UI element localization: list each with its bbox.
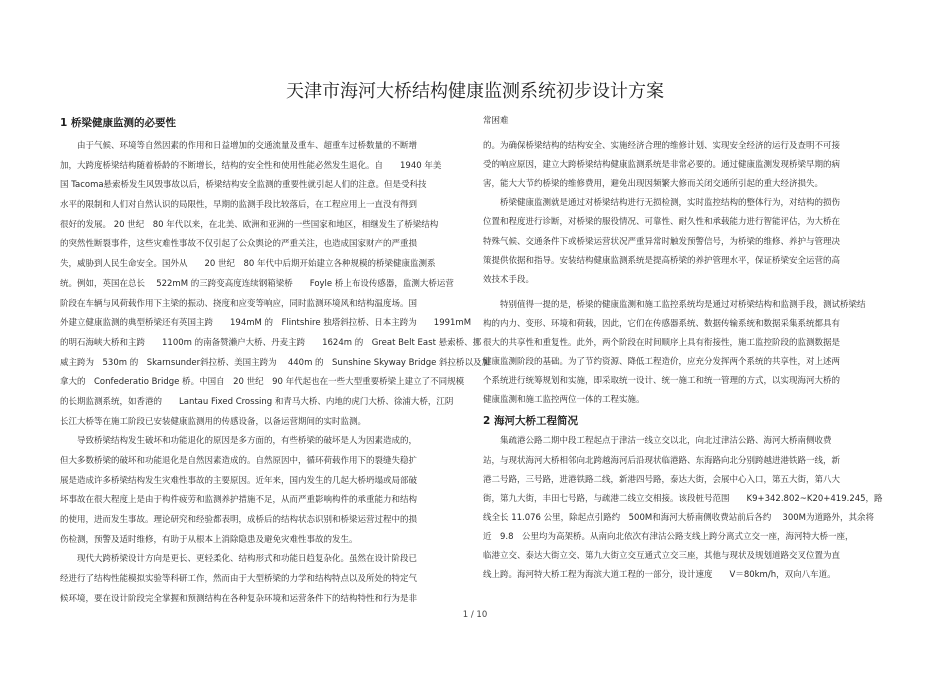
body-line: 国 Tacoma悬索桥发生风毁事故以后，桥梁结构安全监测的重要性就引起人们的注意。但是受科技 (60, 180, 427, 191)
body-line: 健康监测阶段的基础。为了节约资源、降低工程造价，应充分发挥两个系统的共享性，对上述两 (483, 357, 841, 368)
body-line: 拿大的 Confederatio Bridge 桥。中国自 20 世纪 90 年代起也在一些大型重要桥梁上建立了不同规模 (60, 377, 465, 388)
body-line: 但大多数桥梁的破坏和功能退化是自然因素造成的。自然原因中，循环荷载作用下的裂缝失稳扩 (60, 456, 418, 466)
body-line: 临港立交、泰达大街立交、第九大街立交互通式立交三座，其他与现状及规划道路交叉位置为直 (483, 550, 841, 561)
body-line: 外建立健康监测的典型桥梁还有英国主跨 194mM 的 Flintshire 独塔斜拉桥、日本主跨为 1991mM (60, 318, 472, 329)
body-line: 特殊气候、交通条件下或桥梁运营状况严重异常时触发预警信号，为桥梁的维修、养护与管理决 (483, 236, 841, 247)
body-line: 站，与现状海河大桥相邻向北跨越海河后沿现状临港路、东海路向北分别跨越进港铁路一线，新 (483, 455, 841, 466)
body-line: 构的内力、变形、环境和荷载，因此，它们在传感器系统、数据传输系统和数据采集系统都具有 (483, 318, 841, 329)
continuation-line: 常困难 (483, 116, 509, 126)
body-line: 统。例如，英国在总长 522mM 的三跨变高度连续钢箱梁桥 Foyle 桥上布设传感器，监测大桥运营 (60, 278, 454, 289)
body-line: 失，威胁到人民生命安全。国外从 20 世纪 80 年代中后期开始建立各种规模的桥梁健康监测系 (60, 259, 436, 270)
document-title: 天津市海河大桥结构健康监测系统初步设计方案 (286, 81, 664, 102)
body-line: 导致桥梁结构发生破坏和功能退化的原因是多方面的，有些桥梁的破坏是人为因素造成的， (60, 436, 418, 447)
body-line: 效技术手段。 (483, 274, 535, 285)
right-column (483, 112, 898, 585)
body-line: 现代大跨桥梁设计方向是更长、更轻柔化、结构形式和功能日趋复杂化。虽然在设计阶段已 (60, 554, 418, 565)
body-line: 坏事故在很大程度上是由于构件疲劳和监测养护措施不足，从而严重影响构件的承重能力和结构 (60, 495, 418, 506)
body-line: 候环境，要在设计阶段完全掌握和预测结构在各种复杂环境和运营条件下的结构特性和行为是非 (60, 593, 418, 604)
body-line: 阶段在车辆与风荷载作用下主梁的振动、挠度和应变等响应，同时监测环境风和结构温度场。国 (60, 298, 418, 309)
body-line: 展是造成许多桥梁结构发生灾难性事故的主要原因。近年来，国内发生的几起大桥坍塌或局部破 (60, 475, 418, 486)
body-line: 的明石海峡大桥和主跨 1100m 的南备赞濑户大桥、丹麦主跨 1624m 的 Great Belt East 悬索桥、挪 (60, 337, 482, 348)
page-number: 1 / 10 (462, 610, 488, 620)
body-line: 伤检测，预警及适时维修，有助于从根本上消除隐患及避免灾难性事故的发生。 (60, 534, 358, 545)
body-line: 健康监测和施工监控两位一体的工程实施。 (483, 395, 645, 406)
body-line: 特别值得一提的是，桥梁的健康监测和施工监控系统均是通过对桥梁结构和监测手段，测试桥梁结 (483, 299, 866, 310)
body-line: 受的响应原因，建立大跨桥梁结构健康监测系统是非常必要的。通过健康监测发现桥梁早期的病 (483, 160, 841, 171)
right-paragraph-3 (483, 432, 898, 585)
section-heading-2: 2 海河大桥工程简况 (483, 415, 578, 428)
body-line: 近 9.8 公里均为高架桥。从南向北依次有津沽公路支线上跨分离式立交一座，海河特大桥一座， (483, 531, 854, 542)
section-heading-1: 1 桥梁健康监测的必要性 (60, 117, 176, 129)
body-line: 很好的发展。 20 世纪 80 年代以来，在北美、欧洲和亚洲的一些国家和地区，相继发生了桥梁结构 (60, 219, 439, 230)
body-line: 港二号路，三号路，进港铁路二线，新港四号路，泰达大街，会展中心入口，第五大街，第八大 (483, 474, 841, 485)
body-line: 的长期监测系统，如香港的 Lantau Fixed Crossing 和青马大桥、内地的虎门大桥、徐浦大桥，江阴 (60, 396, 454, 407)
body-line: 的突然性断裂事件，这些灾难性事故不仅引起了公众舆论的严重关注，也造成国家财产的严重损 (60, 239, 418, 250)
body-line: 很大的共享性和重复性。此外，两个阶段在时间顺序上具有衔接性，施工监控阶段的监测数据是 (483, 338, 841, 349)
body-line: 加，大跨度桥梁结构随着桥龄的不断增长，结构的安全性和使用性能必然发生退化。自 1940 年美 (60, 160, 442, 171)
body-line: 长江大桥等在施工阶段已安装健康监测用的传感设备，以备运营期间的实时监测。 (60, 416, 367, 427)
body-line: 的使用，进而发生事故。理论研究和经验都表明，成桥后的结构状态识别和桥梁运营过程中的损 (60, 515, 418, 526)
body-line: 水平的限制和人们对自然认识的局限性，早期的监测手段比较落后，在工程应用上一直没有得到 (60, 200, 418, 211)
body-line: 集疏港公路二期中段工程起点于津沽一线立交以北，向北过津沽公路、海河大桥南侧收费 (483, 436, 832, 447)
body-line: 街，第九大街，丰田七号路，与疏港二线立交相接。该段桩号范围 K9+342.802~K20+419.245，路 (483, 493, 883, 504)
left-column-body (60, 137, 491, 610)
right-paragraph-1 (483, 137, 898, 290)
body-line: 害，能大大节约桥梁的维修费用，避免出现因频繁大修而关闭交通所引起的重大经济损失。 (483, 179, 824, 190)
right-paragraph-2 (483, 296, 898, 411)
body-line: 的。为确保桥梁结构的结构安全、实施经济合理的维修计划、实现安全经济的运行及查明不可接 (483, 141, 841, 152)
body-line: 策提供依据和指导。安装结构健康监测系统是提高桥梁的养护管理水平，保证桥梁安全运营的高 (483, 255, 841, 266)
body-line: 位置和程度进行诊断，对桥梁的服役情况、可靠性、耐久性和承载能力进行智能评估，为大桥在 (483, 217, 841, 228)
body-line: 线上跨。海河特大桥工程为海滨大道工程的一部分，设计速度 V＝80km/h，双向八车道。 (483, 570, 836, 581)
body-line: 桥梁健康监测就是通过对桥梁结构进行无损检测，实时监控结构的整体行为，对结构的损伤 (483, 198, 841, 209)
body-line: 由于气候、环境等自然因素的作用和日益增加的交通流量及重车、超重车过桥数量的不断增 (60, 141, 418, 151)
body-line: 个系统进行统筹规划和实施，即采取统一设计、统一施工和统一管理的方式，以实现海河大桥的 (483, 376, 841, 387)
left-column (60, 112, 491, 610)
body-line: 经进行了结构性能模拟实验等科研工作，然而由于大型桥梁的力学和结构特点以及所处的特定气 (60, 574, 418, 585)
body-line: 威主跨为 530m 的 Skarnsunder斜拉桥、美国主跨为 440m 的 Sunshine Skyway Bridge 斜拉桥以及加 (60, 357, 491, 368)
body-line: 线全长 11.076 公里，除起点引路约 500M和海河大桥南侧收费站前后各约 300M为道路外，其余将 (483, 512, 874, 523)
